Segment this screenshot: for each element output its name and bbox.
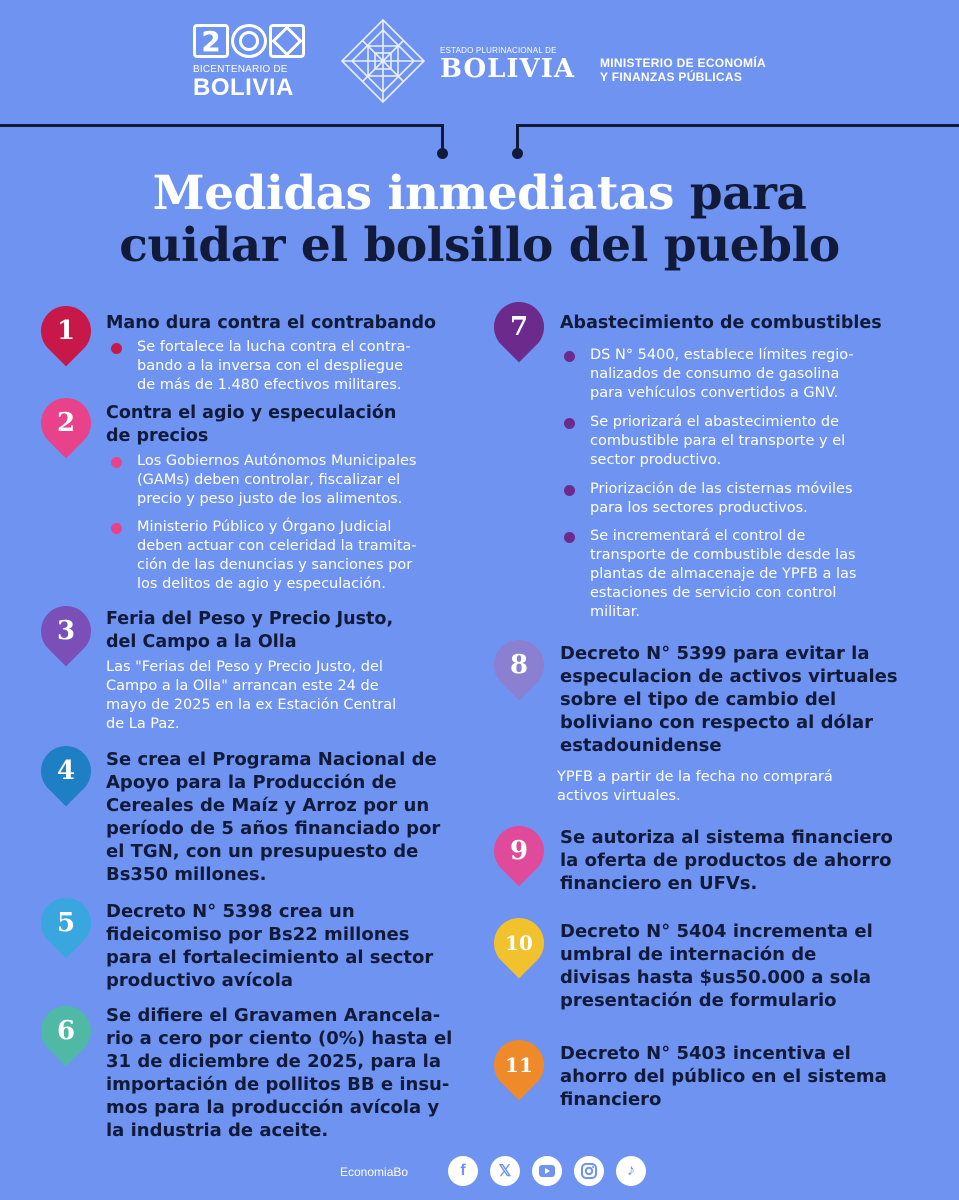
- item-bullet-2-2: Ministerio Público y Órgano Judicial deben actuar con celeridad la tramita- ción de las denuncias y sanciones por los delitos de agio y especulación.: [137, 518, 482, 594]
- item-bullet-1-1: Se fortalece la lucha contra el contra- bando a la inversa con el despliegue de más de 1.480 efectivos militares.: [137, 338, 477, 395]
- divider-drop-right: [516, 124, 519, 150]
- bicentenario-big-text: BOLIVIA: [193, 74, 294, 101]
- divider-dot-left: [437, 148, 448, 159]
- divider-left: [0, 124, 444, 127]
- number-badge-11: 11: [484, 1030, 555, 1101]
- bullet-dot: [111, 343, 122, 354]
- bullet-dot: [564, 418, 575, 429]
- divider-dot-right: [512, 148, 523, 159]
- number-badge-2: 2: [31, 388, 102, 459]
- item-note-3: Las "Ferias del Peso y Precio Justo, del Campo a la Olla" arrancan este 24 de mayo de 2025 en la ex Estación Central de La Paz.: [106, 659, 397, 732]
- state-big-text: BOLIVIA: [440, 54, 576, 84]
- ministry-logo: [600, 56, 766, 84]
- facebook-icon[interactable]: f: [448, 1156, 478, 1186]
- ministry-line-2: Y FINANZAS PÚBLICAS: [600, 70, 743, 84]
- tiktok-icon[interactable]: ♪: [616, 1156, 646, 1186]
- number-badge-10: 10: [484, 908, 555, 979]
- number-badge-5: 5: [31, 888, 102, 959]
- social-handle: EconomiaBo: [340, 1165, 409, 1179]
- instagram-icon[interactable]: [574, 1156, 604, 1186]
- bicentenario-logo: [193, 24, 311, 102]
- header: [0, 18, 959, 108]
- title-highlight: Medidas inmediatas: [152, 166, 674, 221]
- bicentenario-small-text: BICENTENARIO DE: [193, 64, 288, 75]
- bicentenario-mark-icon: 2: [193, 24, 311, 58]
- title-rest: para: [673, 166, 807, 221]
- state-small-text: ESTADO PLURINACIONAL DE: [440, 46, 557, 55]
- item-heading-9: Se autoriza al sistema financiero la oferta de productos de ahorro financiero en UFVs.: [560, 827, 893, 894]
- item-bullet-7-1: DS N° 5400, establece límites regio- nalizados de consumo de gasolina para vehículos convertidos a GNV.: [590, 346, 930, 403]
- item-heading-8: Decreto N° 5399 para evitar la especulacion de activos virtuales sobre el tipo de cambio del boliviano con respecto al dólar estadounidense: [560, 643, 898, 756]
- item-heading-11: Decreto N° 5403 incentiva el ahorro del público en el sistema financiero: [560, 1043, 887, 1110]
- item-bullet-7-2: Se priorizará el abastecimiento de combustible para el transporte y el sector productivo.: [590, 413, 930, 470]
- number-badge-7: 7: [484, 292, 555, 363]
- state-seal-icon: [340, 18, 426, 104]
- item-heading-7: Abastecimiento de combustibles: [560, 313, 882, 333]
- item-heading-2: Contra el agio y especulación de precios: [106, 403, 397, 446]
- state-logo: [440, 46, 575, 83]
- item-bullet-2-1: Los Gobiernos Autónomos Municipales (GAMs) deben controlar, fiscalizar el precio y peso justo de los alimentos.: [137, 452, 482, 509]
- bullet-dot: [111, 457, 122, 468]
- bullet-dot: [111, 523, 122, 534]
- youtube-icon[interactable]: [532, 1156, 562, 1186]
- title-line-2: cuidar el bolsillo del pueblo: [119, 218, 840, 273]
- number-badge-8: 8: [484, 630, 555, 701]
- number-badge-6: 6: [31, 996, 102, 1067]
- bullet-dot: [564, 485, 575, 496]
- item-heading-1: Mano dura contra el contrabando: [106, 313, 437, 333]
- number-badge-4: 4: [31, 736, 102, 807]
- item-heading-3: Feria del Peso y Precio Justo, del Campo a la Olla: [106, 609, 394, 652]
- footer: [0, 1156, 959, 1186]
- item-heading-6: Se difiere el Gravamen Arancela- rio a cero por ciento (0%) hasta el 31 de diciembre de 2025, para la importación de pollitos BB e insu- mos para la producción avícola y la industria de aceite.: [106, 1005, 453, 1141]
- bullet-dot: [564, 532, 575, 543]
- item-note-8: YPFB a partir de la fecha no comprará activos virtuales.: [557, 769, 833, 804]
- number-badge-1: 1: [31, 296, 102, 367]
- bullet-dot: [564, 351, 575, 362]
- page-title: [0, 168, 959, 272]
- divider-drop-left: [441, 124, 444, 150]
- ministry-line-1: MINISTERIO DE ECONOMÍA: [600, 56, 766, 70]
- divider-right: [516, 124, 959, 127]
- number-badge-3: 3: [31, 596, 102, 667]
- item-heading-5: Decreto N° 5398 crea un fideicomiso por Bs22 millones para el fortalecimiento al sector productivo avícola: [106, 901, 434, 991]
- x-icon[interactable]: 𝕏: [490, 1156, 520, 1186]
- number-badge-9: 9: [484, 816, 555, 887]
- item-heading-4: Se crea el Programa Nacional de Apoyo para la Producción de Cereales de Maíz y Arroz por un período de 5 años financiado por el TGN, con un presupuesto de Bs350 millones.: [106, 749, 441, 885]
- item-heading-10: Decreto N° 5404 incrementa el umbral de internación de divisas hasta $us50.000 a sola presentación de formulario: [560, 921, 873, 1011]
- item-bullet-7-4: Se incrementará el control de transporte de combustible desde las plantas de almacenaje de YPFB a las estaciones de servicio con control militar.: [590, 527, 930, 622]
- item-bullet-7-3: Priorización de las cisternas móviles para los sectores productivos.: [590, 480, 930, 518]
